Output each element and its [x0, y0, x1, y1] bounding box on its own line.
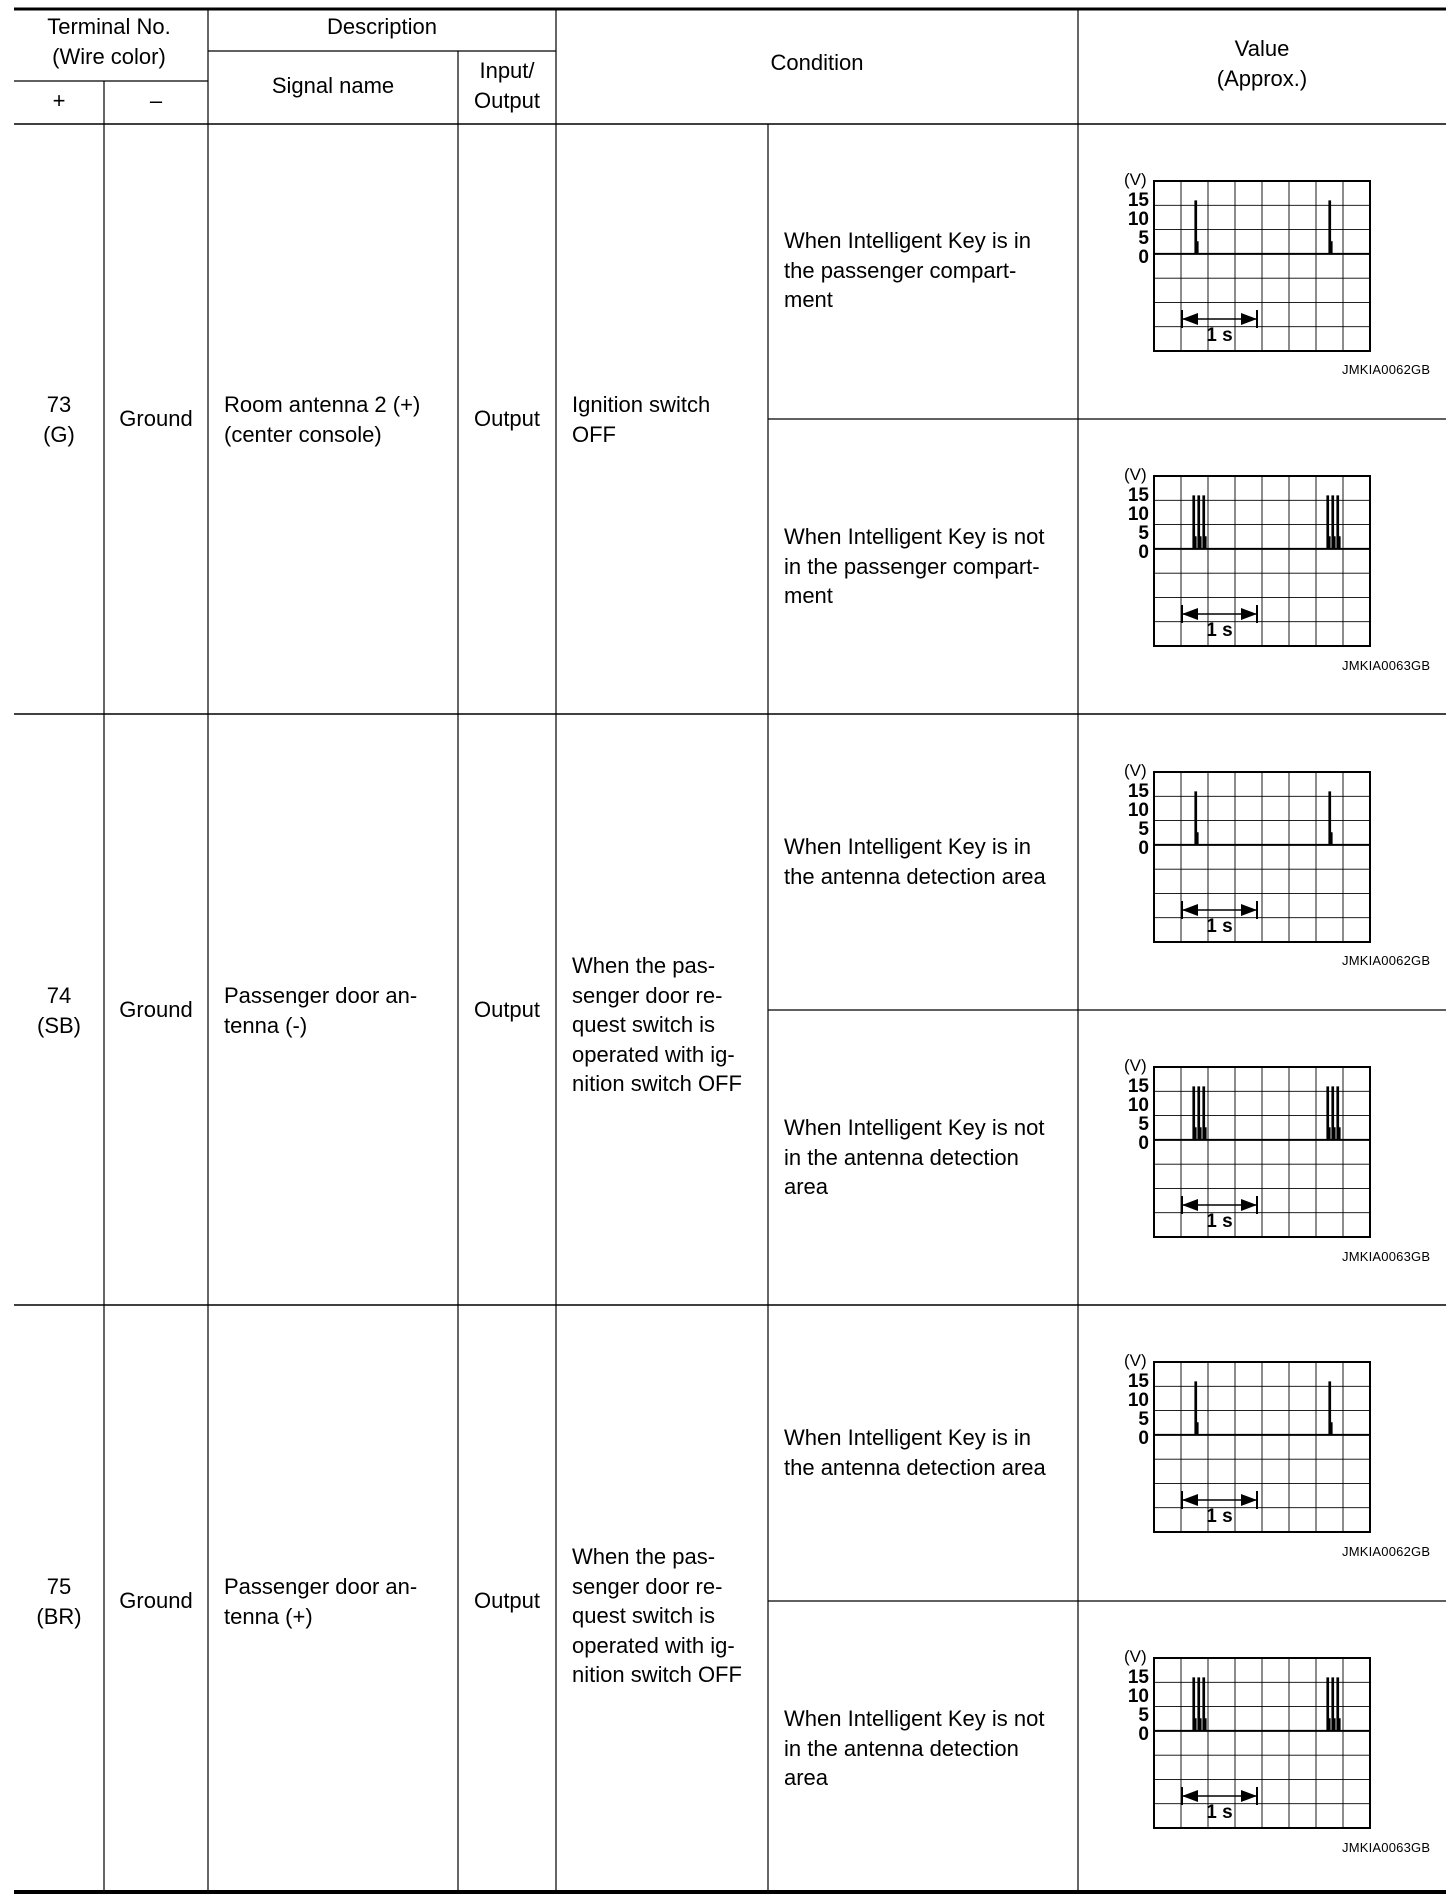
time-span-label: 1 s: [1206, 1211, 1233, 1232]
waveform-figure: [1124, 1351, 1370, 1532]
waveform-y-tick: 15: [1127, 1667, 1149, 1688]
waveform-y-tick: 10: [1127, 209, 1149, 230]
waveform-pulse: [1332, 1087, 1335, 1140]
waveform-y-tick: 0: [1138, 1428, 1149, 1449]
sub-condition-73-a: When Intelligent Key is in the passenger compart- ment: [784, 228, 1032, 312]
time-span-arrow-left: [1182, 608, 1198, 620]
waveform-unit-label: (V): [1124, 1351, 1147, 1370]
io-74: Output: [473, 997, 541, 1022]
waveform-y-tick: 10: [1127, 504, 1149, 525]
waveform-pulse: [1203, 496, 1206, 549]
waveform-y-tick: 5: [1138, 523, 1149, 544]
time-span-arrow-right: [1241, 1790, 1257, 1802]
time-span-arrow-left: [1182, 1494, 1198, 1506]
waveform-pulse: [1193, 496, 1196, 549]
waveform-y-tick: 10: [1127, 1095, 1149, 1116]
waveform-y-tick: 0: [1138, 1133, 1149, 1154]
waveform-pulse: [1203, 1678, 1206, 1731]
waveform-figure: [1124, 465, 1370, 646]
waveform-unit-label: (V): [1124, 1056, 1147, 1075]
waveform-pulse: [1193, 1087, 1196, 1140]
ground-75: Ground: [119, 1588, 193, 1613]
time-span-label: 1 s: [1206, 1802, 1233, 1823]
sub-condition-75-a: When Intelligent Key is in the antenna detection area: [784, 1425, 1046, 1480]
figure-code-73-b: JMKIA0063GB: [1342, 658, 1431, 673]
waveform-figure: [1124, 1647, 1370, 1828]
time-span-label: 1 s: [1206, 916, 1233, 937]
time-span-arrow-left: [1182, 313, 1198, 325]
waveform-pulse: [1337, 1087, 1340, 1140]
waveform-y-tick: 10: [1127, 1390, 1149, 1411]
waveform-pulse: [1332, 496, 1335, 549]
time-span-label: 1 s: [1206, 620, 1233, 641]
time-span-arrow-right: [1241, 1494, 1257, 1506]
sub-condition-74-a: When Intelligent Key is in the antenna detection area: [784, 834, 1046, 889]
figure-code-75-b: JMKIA0063GB: [1342, 1840, 1431, 1855]
waveform-figure: [1124, 170, 1370, 351]
time-span-label: 1 s: [1206, 325, 1233, 346]
figure-code-74-b: JMKIA0063GB: [1342, 1249, 1431, 1264]
sub-condition-74-b: When Intelligent Key is not in the antenna detection area: [784, 1115, 1045, 1199]
ground-74: Ground: [119, 997, 193, 1022]
header-input-output: Input/ Output: [473, 58, 541, 113]
header-minus: –: [149, 88, 163, 113]
waveform-unit-label: (V): [1124, 170, 1147, 189]
signal-75: Passenger door an- tenna (+): [224, 1574, 418, 1629]
waveform-pulse: [1198, 1678, 1201, 1731]
waveform-y-tick: 0: [1138, 838, 1149, 859]
header-plus: +: [52, 88, 66, 113]
waveform-y-tick: 5: [1138, 1705, 1149, 1726]
waveform-y-tick: 15: [1127, 1371, 1149, 1392]
waveform-pulse: [1195, 792, 1198, 845]
sub-condition-75-b: When Intelligent Key is not in the antenna detection area: [784, 1706, 1045, 1790]
waveform-figure: [1124, 761, 1370, 942]
waveform-pulse: [1195, 1382, 1198, 1435]
waveform-pulse: [1329, 1382, 1332, 1435]
waveform-pulse: [1332, 1678, 1335, 1731]
sub-condition-73-b: When Intelligent Key is not in the passenger compart- ment: [784, 524, 1045, 608]
waveform-pulse: [1195, 201, 1198, 254]
signal-73: Room antenna 2 (+) (center console): [224, 392, 421, 447]
time-span-arrow-left: [1182, 1199, 1198, 1211]
condition-75: When the pas- senger door re- quest switch is operated with ig- nition switch OFF: [572, 1544, 742, 1687]
condition-74: When the pas- senger door re- quest switch is operated with ig- nition switch OFF: [572, 953, 742, 1096]
waveform-pulse: [1327, 1678, 1330, 1731]
waveform-y-tick: 15: [1127, 485, 1149, 506]
waveform-y-tick: 5: [1138, 1409, 1149, 1430]
io-75: Output: [473, 1588, 541, 1613]
waveform-y-tick: 5: [1138, 819, 1149, 840]
time-span-arrow-right: [1241, 904, 1257, 916]
waveform-unit-label: (V): [1124, 761, 1147, 780]
header-condition: Condition: [770, 50, 864, 75]
waveform-pulse: [1337, 496, 1340, 549]
header-value: Value (Approx.): [1216, 36, 1308, 91]
waveform-y-tick: 0: [1138, 1724, 1149, 1745]
waveform-y-tick: 15: [1127, 781, 1149, 802]
signal-74: Passenger door an- tenna (-): [224, 983, 418, 1038]
header-signal-name: Signal name: [271, 73, 395, 98]
waveform-unit-label: (V): [1124, 1647, 1147, 1666]
condition-73: Ignition switch OFF: [572, 392, 711, 447]
time-span-arrow-right: [1241, 1199, 1257, 1211]
time-span-arrow-right: [1241, 313, 1257, 325]
time-span-label: 1 s: [1206, 1506, 1233, 1527]
terminal-73: 73 (G): [43, 392, 75, 447]
time-span-arrow-left: [1182, 1790, 1198, 1802]
time-span-arrow-right: [1241, 608, 1257, 620]
waveform-pulse: [1327, 1087, 1330, 1140]
waveform-y-tick: 5: [1138, 1114, 1149, 1135]
figure-code-75-a: JMKIA0062GB: [1342, 1544, 1431, 1559]
terminal-75: 75 (BR): [36, 1574, 82, 1629]
figure-code-74-a: JMKIA0062GB: [1342, 953, 1431, 968]
waveform-pulse: [1198, 1087, 1201, 1140]
waveform-pulse: [1198, 496, 1201, 549]
terminal-74: 74 (SB): [37, 983, 81, 1038]
waveform-y-tick: 15: [1127, 190, 1149, 211]
waveform-y-tick: 15: [1127, 1076, 1149, 1097]
waveform-pulse: [1337, 1678, 1340, 1731]
io-73: Output: [473, 406, 541, 431]
waveform-pulse: [1203, 1087, 1206, 1140]
waveform-y-tick: 10: [1127, 1686, 1149, 1707]
waveform-y-tick: 5: [1138, 228, 1149, 249]
waveform-figure: [1124, 1056, 1370, 1237]
waveform-pulse: [1329, 792, 1332, 845]
header-description: Description: [326, 14, 438, 39]
waveform-unit-label: (V): [1124, 465, 1147, 484]
ground-73: Ground: [119, 406, 193, 431]
waveform-pulse: [1327, 496, 1330, 549]
header-terminal-no: Terminal No. (Wire color): [47, 14, 171, 69]
figure-code-73-a: JMKIA0062GB: [1342, 362, 1431, 377]
waveform-pulse: [1329, 201, 1332, 254]
waveform-y-tick: 0: [1138, 542, 1149, 563]
waveform-y-tick: 0: [1138, 247, 1149, 268]
time-span-arrow-left: [1182, 904, 1198, 916]
waveform-y-tick: 10: [1127, 800, 1149, 821]
waveform-pulse: [1193, 1678, 1196, 1731]
